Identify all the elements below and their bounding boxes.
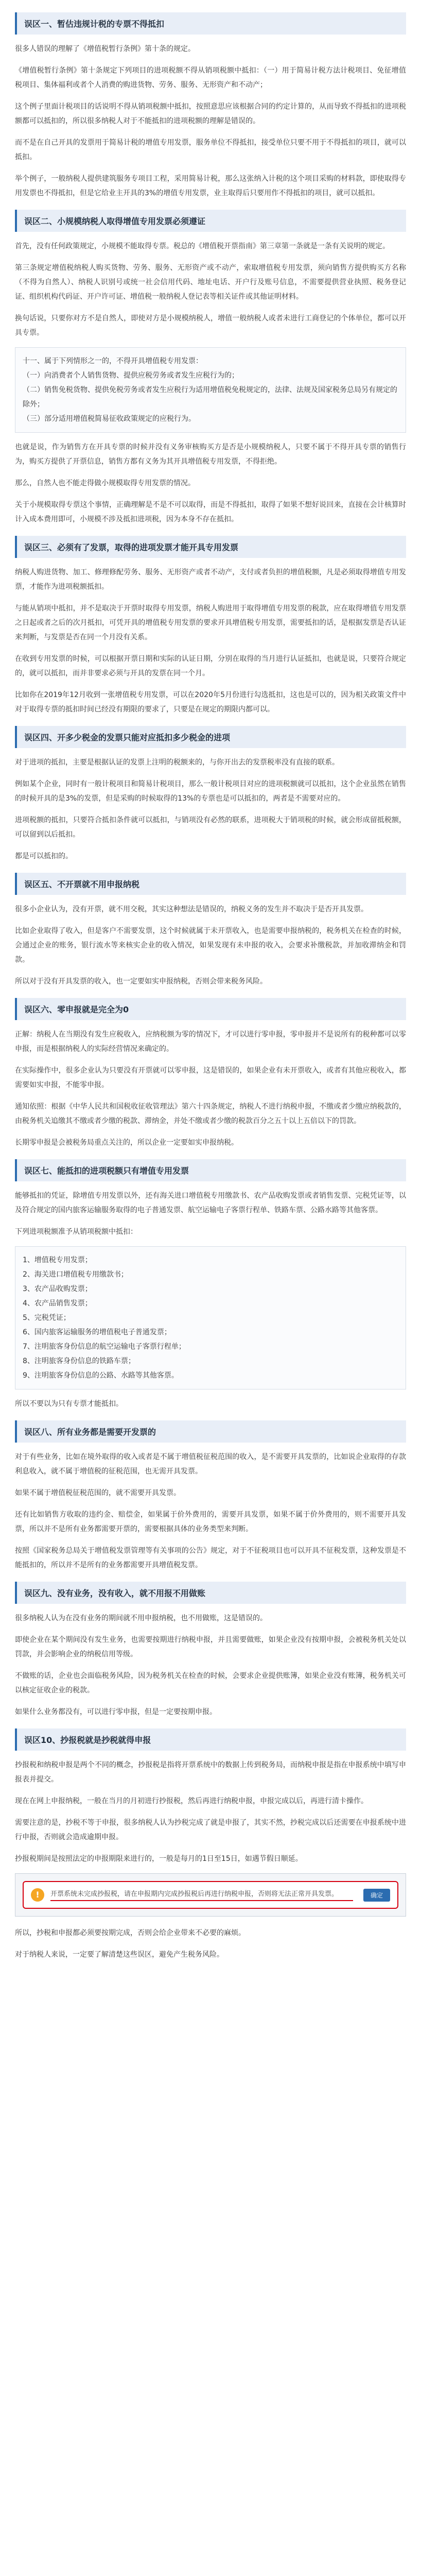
article-section: [15, 536, 406, 717]
paragraph: 关于小规模取得专票这个事情，正确理解是不是不可以取得，而是不得抵扣，取得了如果不想好说回来，直接在会计核算时计入成本费用即可，小规模不涉及抵扣进项税，因为本身不存在抵扣。: [15, 501, 406, 523]
paragraph: 不做账的话，企业也会面临税务风险，因为税务机关在检查的时候，会要求企业提供账簿，如果企业没有账簿，税务机关可以核定征收企业的税款。: [15, 1672, 406, 1694]
list-item: 1、增值税专用发票；: [23, 1256, 92, 1264]
section-heading: 误区二、小规模纳税人取得增值专用发票必须遵证: [15, 210, 406, 232]
paragraph: 通知依照：根据《中华人民共和国税收征收管理法》第六十四条规定，纳税人不进行纳税申报，不缴或者少缴应纳税款的，由税务机关追缴其不缴或者少缴的税款、滞纳金，并处不缴或者少缴的税款百分之五十以上五倍以下的罚款。: [15, 1103, 406, 1125]
section-heading: 误区七、能抵扣的进项税额只有增值专用发票: [15, 1159, 406, 1181]
paragraph: 《增值税暂行条例》第十条规定下列项目的进项税额不得从销项税额中抵扣：（一）用于简易计税方法计税项目、免征增值税项目、集体福利或者个人消费的购进货物、劳务、服务、无形资产和不动产；: [15, 66, 406, 89]
list-item: 7、注明旅客身份信息的航空运输电子客票行程单；: [23, 1343, 186, 1351]
notice-row: [31, 1888, 390, 1902]
paragraph: 在实际操作中，很多企业认为只要没有开票就可以零申报，这是错误的，如果企业有未开票收入，或者有其他应税收入，都需要如实申报，不能零申报。: [15, 1066, 406, 1089]
list-item: 十一、属于下列情形之一的，不得开具增值税专用发票：: [23, 357, 203, 365]
list-item: （三）部分适用增值税简易征收政策规定的应税行为。: [23, 415, 196, 423]
paragraph: 抄报税和纳税申报是两个不同的概念，抄报税是指将开票系统中的数据上传到税务局，而纳税申报是指在申报系统中填写申报表并提交。: [15, 1761, 406, 1784]
paragraph: 第三条规定增值税纳税人购买货物、劳务、服务、无形资产或不动产，索取增值税专用发票，须向销售方提供购买方名称（不得为自然人）、纳税人识别号或统一社会信用代码、地址电话、开户行及账号信息，不需要提供营业执照、税务登记证、组织机构代码证、开户许可证、增值税一般纳税人登记表等相关证件或其他证明材料。: [15, 264, 406, 301]
notice-text: 开票系统未完成抄报税，请在申报期内完成抄报税后再进行纳税申报，否则将无法正常开具发票。: [50, 1889, 353, 1901]
confirm-button[interactable]: 确定: [363, 1889, 390, 1902]
paragraph: 首先，没有任何政策规定，小规模不能取得专票。税总的《增值税开票指南》第三章第一条就是一条有关说明的规定。: [15, 242, 390, 250]
paragraph: 那么，自然人也不能走得做小规模取得专用发票的情况。: [15, 479, 195, 487]
paragraph: 下列进项税额准予从销项税额中抵扣：: [15, 1228, 137, 1236]
paragraph: 所以不要以为只有专票才能抵扣。: [15, 1400, 123, 1408]
paragraph: 很多纳税人认为在没有业务的期间就不用申报纳税，也不用做账，这是错误的。: [15, 1614, 267, 1622]
paragraph: 现在在网上申报纳税，一般在当月的月初进行抄报税，然后再进行纳税申报，申报完成以后，再进行清卡操作。: [15, 1797, 368, 1805]
paragraph: 如果什么业务都没有，可以进行零申报，但是一定要按期申报。: [15, 1708, 217, 1716]
paragraph: 比如企业取得了收入，但是客户不需要发票，这个时候就属于未开票收入，也是需要申报纳税的，税务机关在检查的时候，会通过企业的账务，银行流水等来核实企业的收入情况，如果发现有未申报的收入，会要求补缴税款，并加收滞纳金和罚款。: [15, 927, 406, 964]
article-section: [15, 12, 406, 200]
article-section: [15, 1420, 406, 1572]
regulation-list: [23, 354, 398, 426]
list-item: 2、海关进口增值税专用缴款书；: [23, 1270, 128, 1279]
paragraph: 很多小企业认为，没有开票，就不用交税，其实这种想法是错误的，纳税义务的发生并不取决于是否开具发票。: [15, 905, 368, 913]
list-item: （一）向消费者个人销售货物、提供应税劳务或者发生应税行为的；: [23, 371, 239, 380]
paragraph: 而不是在自己开具的发票用于简易计税的增值专用发票，服务单位不得抵扣，接受单位只要不用于不得抵扣的项目，就可以抵扣。: [15, 139, 406, 161]
paragraph: 按照《国家税务总局关于增值税发票管理等有关事项的公告》规定，对于不征税项目也可以开具不征税发票，这种发票是不能抵扣的，所以并不是所有的业务都需要开具增值税发票。: [15, 1547, 406, 1569]
warning-icon: !: [31, 1888, 44, 1902]
paragraph: 在收到专用发票的时候，可以根据开票日期和实际的认证日期，分别在取得的当月进行认证抵扣，也就是说，只要符合规定的，就可以抵扣，而并非要求必须与开具的发票在同一个月。: [15, 655, 406, 677]
section-heading: 误区五、不开票就不用申报纳税: [15, 873, 406, 895]
article-section: [15, 873, 406, 989]
regulation-list-box: [15, 1246, 406, 1389]
section-heading: 误区四、开多少税金的发票只能对应抵扣多少税金的进项: [15, 726, 406, 748]
notice-dialog: [23, 1881, 398, 1909]
paragraph: 即使企业在某个期间没有发生业务，也需要按期进行纳税申报，并且需要做账，如果企业没有按期申报，会被税务机关处以罚款，并会影响企业的纳税信用等级。: [15, 1636, 406, 1658]
paragraph: 比如你在2019年12月收到一张增值税专用发票，可以在2020年5月份进行勾选抵扣，这也是可以的，因为相关政策文件中对于取得专票的抵扣时间已经没有期限的要求了，只要是在规定的期限内都可以。: [15, 691, 406, 714]
paragraph: 换句话说，只要你对方不是自然人，即使对方是小规模纳税人，增值一般纳税人或者未进行工商登记的个体单位，都可以开具专票。: [15, 314, 406, 337]
paragraph: 对于有些业务，比如在境外取得的收入或者是不属于增值税征税范围的收入，是不需要开具发票的，比如说企业取得的存款利息收入，就不属于增值税的征税范围，也无需开具发票。: [15, 1453, 406, 1476]
list-item: 6、国内旅客运输服务的增值税电子普通发票；: [23, 1328, 171, 1336]
regulation-list: [23, 1253, 398, 1383]
paragraph: 抄报税期间是按照法定的申报期限来进行的，一般是每月的1日至15日，如遇节假日顺延。: [15, 1855, 303, 1863]
list-item: 5、完税凭证；: [23, 1314, 71, 1322]
paragraph: 举个例子，一般纳税人提供建筑服务专项目工程，采用简易计税，那么这张纳入计税的这个项目采购的材料款，即使取得专用发票也不得抵扣，但是它给业主开具的3%的增值专用发票，业主取得后只要用作不得抵扣的项目，就可以抵扣。: [15, 175, 406, 197]
article-section: [15, 998, 406, 1150]
paragraph: 纳税人购进货物、加工、修理修配劳务、服务、无形资产或者不动产，支付或者负担的增值税额，凡是必须取得增值专用发票，才能作为进项税额抵扣。: [15, 568, 406, 591]
section-heading: 误区10、抄报税就是抄税就得申报: [15, 1728, 406, 1751]
paragraph: 正解：纳税人在当期没有发生应税收入，应纳税额为零的情况下，才可以进行零申报，零申报并不是说所有的税种都可以零申报，而是根据纳税人的实际经营情况来确定的。: [15, 1030, 406, 1053]
closing-paragraph: 所以，抄税和申报都必须要按期完成，否则会给企业带来不必要的麻烦。: [15, 1929, 245, 1937]
paragraph: 能够抵扣的凭证，除增值专用发票以外，还有海关进口增值税专用缴款书、农产品收购发票或者销售发票、完税凭证等，以及符合规定的国内旅客运输服务取得的电子普通发票、航空运输电子客票行程单、铁路车票、公路水路等其他客票。: [15, 1192, 406, 1214]
regulation-list-box: [15, 347, 406, 433]
paragraph: 都是可以抵扣的。: [15, 852, 73, 860]
paragraph: 与能从销项中抵扣，并不是取决于开票时取得专用发票，纳税人购进用于取得增值专用发票的税款，应在取得增值专用发票之日起或者之后的次月抵扣，可凭开具的增值税专用发票的要求开具增值税专用发票，需要抵扣的话，是根据发票是否认证来判断，与发票是否在同一个月没有关系。: [15, 604, 406, 641]
section-heading: 误区九、没有业务，没有收入，就不用报不用做账: [15, 1582, 406, 1604]
paragraph: 这个例子里面计税项目的话说明不得从销项税额中抵扣，按照意思应该根据合同的约定计算的，从而导致不得抵扣的进项税额都可以抵扣的，所以很多纳税人对于不能抵扣的进项税额的理解是错误的。: [15, 103, 406, 125]
article-section: [15, 726, 406, 863]
bottom-spacer: [15, 1969, 406, 1979]
section-heading: 误区一、暂估违规计税的专票不得抵扣: [15, 12, 406, 35]
paragraph: 所以对于没有开具发票的收入，也一定要如实申报纳税，否则会带来税务风险。: [15, 977, 267, 986]
section-heading: 误区八、所有业务都是需要开发票的: [15, 1420, 406, 1443]
section-heading: 误区三、必须有了发票，取得的进项发票才能开具专用发票: [15, 536, 406, 558]
article-section: [15, 1159, 406, 1411]
paragraph: 如果不属于增值税征税范围的，就不需要开具发票。: [15, 1489, 181, 1497]
article-section: [15, 1582, 406, 1719]
section-heading: 误区六、零申报就是完全为0: [15, 998, 406, 1020]
paragraph: 长期零申报是会被税务局重点关注的，所以企业一定要如实申报纳税。: [15, 1139, 238, 1147]
list-item: 4、农产品销售发票；: [23, 1299, 92, 1308]
list-item: 8、注明旅客身份信息的铁路车票；: [23, 1357, 135, 1365]
article-section: [15, 210, 406, 527]
list-item: 9、注明旅客身份信息的公路、水路等其他客票。: [23, 1371, 179, 1380]
list-item: （二）销售免税货物、提供免税劳务或者发生应税行为适用增值税免税规定的，法律、法规及国家税务总局另有规定的除外；: [23, 386, 397, 409]
paragraph: 很多人错误的理解了《增值税暂行条例》第十条的规定。: [15, 45, 195, 53]
list-item: 3、农产品收购发票；: [23, 1285, 92, 1293]
paragraph: 需要注意的是，抄税不等于申报，很多纳税人认为抄税完成了就是申报了，其实不然，抄税完成以后还需要在申报系统中进行申报，否则就会造成逾期申报。: [15, 1819, 406, 1841]
paragraph: 还有比如销售方收取的违约金、赔偿金，如果属于价外费用的，需要开具发票，如果不属于价外费用的，则不需要开具发票，所以并不是所有业务都需要开票的，需要根据具体的业务类型来判断。: [15, 1511, 406, 1533]
closing-paragraph: 对于纳税人来说，一定要了解清楚这些误区，避免产生税务风险。: [15, 1951, 224, 1959]
notice-screenshot: [15, 1873, 406, 1917]
article-body: [15, 12, 406, 1979]
paragraph: 也就是说，作为销售方在开具专票的时候并没有义务审核购买方是否是小规模纳税人，只要不属于不得开具专票的销售行为，购买方提供了开票信息，销售方都有义务为其开具增值税专用发票，不得拒绝。: [15, 443, 406, 466]
paragraph: 对于进项的抵扣，主要是根据认证的发票上注明的税额来的，与你开出去的发票税率没有直接的联系。: [15, 758, 339, 767]
paragraph: 进项税额的抵扣，只要符合抵扣条件就可以抵扣，与销项没有必然的联系，进项税大于销项税的时候，就会形成留抵税额，可以留到以后抵扣。: [15, 816, 406, 839]
paragraph: 例如某个企业，同时有一般计税项目和简易计税项目，那么一般计税项目对应的进项税额就可以抵扣，这个企业虽然在销售的时候开具的是3%的发票，但是采购的时候取得的13%的专票也是可以抵扣的，两者是不需要对应的。: [15, 780, 406, 803]
article-section: [15, 1728, 406, 1962]
